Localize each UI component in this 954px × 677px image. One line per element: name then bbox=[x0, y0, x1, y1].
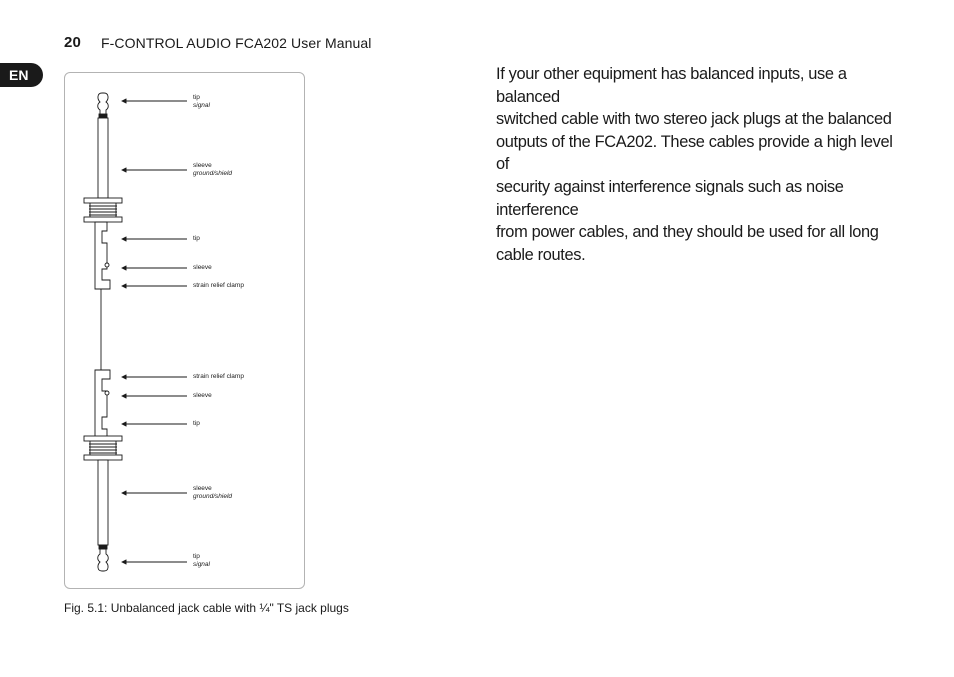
bottom-plug-body bbox=[95, 370, 110, 439]
manual-title: F-CONTROL AUDIO FCA202 User Manual bbox=[101, 35, 372, 51]
jack-cable-diagram bbox=[65, 73, 306, 590]
label-top-inner-sleeve: sleeve bbox=[193, 264, 212, 271]
bottom-plug-tip bbox=[98, 549, 109, 571]
top-plug-thread bbox=[89, 203, 117, 217]
label-top-clamp: strain relief clamp bbox=[193, 282, 244, 289]
top-tip-ring bbox=[99, 114, 107, 118]
jack-cable-figure bbox=[64, 72, 305, 589]
page-number: 20 bbox=[64, 34, 82, 51]
label-bottom-inner-tip: tip bbox=[193, 420, 200, 427]
label-top-sleeve: sleeve ground/shield bbox=[193, 162, 233, 177]
figure-caption: Fig. 5.1: Unbalanced jack cable with ¼" TS jack plugs bbox=[64, 601, 349, 615]
bottom-plug-thread bbox=[89, 441, 117, 455]
top-plug-body bbox=[95, 222, 110, 289]
language-tab[interactable]: EN bbox=[0, 63, 43, 87]
bottom-plug-collar bbox=[84, 455, 122, 460]
top-plug-tip bbox=[98, 93, 109, 115]
label-bottom-clamp: strain relief clamp bbox=[193, 373, 244, 380]
body-paragraph: If your other equipment has balanced inputs, use a balanced switched cable with two stereo jack plugs at the balanced outputs of the FCA202. These cables provide a high level of security against interference signals such as noise interference from power cables, and they should be used for all long cable routes. bbox=[496, 65, 893, 264]
label-top-tip: tip signal bbox=[193, 94, 210, 109]
bottom-plug-washer bbox=[84, 436, 122, 441]
top-plug-washer bbox=[84, 217, 122, 222]
bottom-tip-ring bbox=[99, 545, 107, 549]
label-bottom-inner-sleeve: sleeve bbox=[193, 392, 212, 399]
label-bottom-tip: tip signal bbox=[193, 553, 210, 568]
label-top-inner-tip: tip bbox=[193, 235, 200, 242]
top-plug-collar bbox=[84, 198, 122, 203]
bottom-plug-shaft bbox=[98, 460, 108, 545]
label-bottom-sleeve: sleeve ground/shield bbox=[193, 485, 233, 500]
top-plug-shaft bbox=[98, 118, 108, 198]
